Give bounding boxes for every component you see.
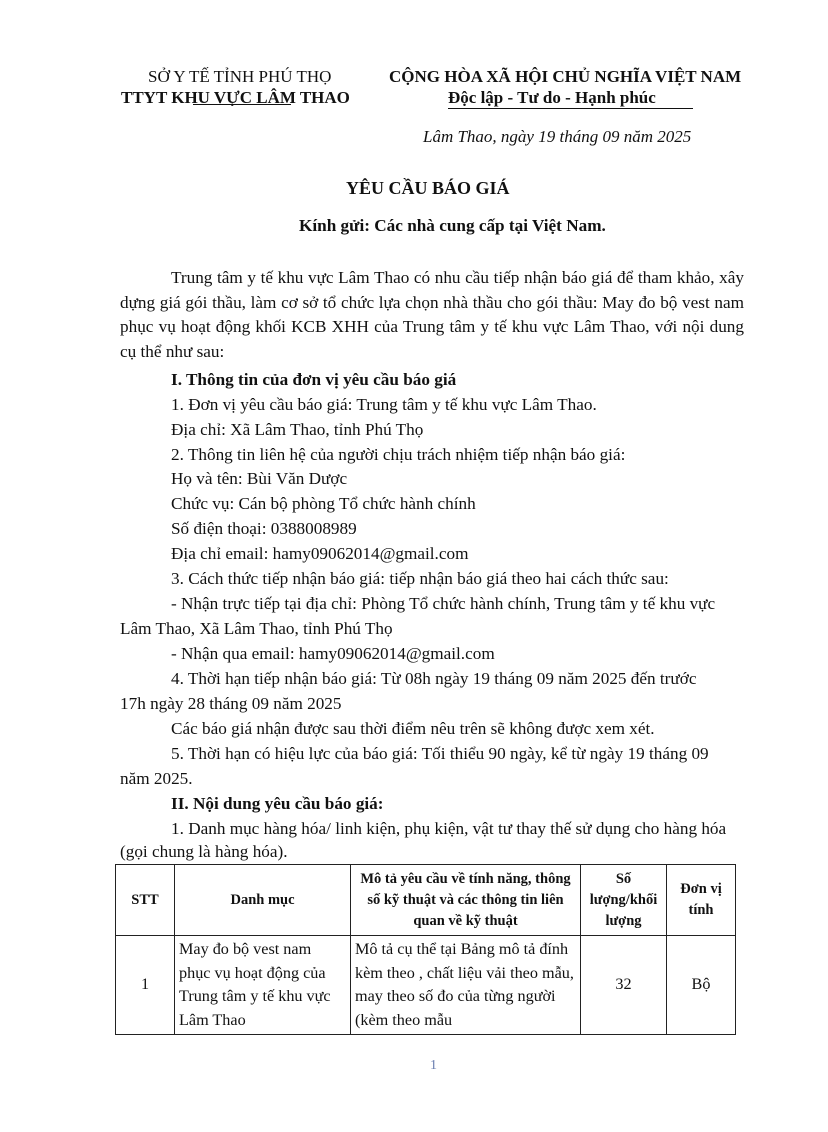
deadline-line1: 4. Thời hạn tiếp nhận báo giá: Từ 08h ngày 19 tháng 09 năm 2025 đến trước	[171, 669, 697, 688]
recipient-line: Kính gửi: Các nhà cung cấp tại Việt Nam.	[299, 216, 606, 235]
goods-list-line1: 1. Danh mục hàng hóa/ linh kiện, phụ kiện, vật tư thay thế sử dụng cho hàng hóa	[171, 819, 727, 838]
validity-line1: 5. Thời hạn có hiệu lực của báo giá: Tối thiểu 90 ngày, kể từ ngày 19 tháng 09	[171, 744, 709, 763]
goods-list-line2: (gọi chung là hàng hóa).	[120, 842, 288, 861]
national-motto: Độc lập - Tư do - Hạnh phúc	[448, 88, 656, 107]
intro-text: Trung tâm y tế khu vực Lâm Thao có nhu cầu tiếp nhận báo giá để tham khảo, xây dựng giá gói thầu, làm cơ sở tổ chức lựa chọn nhà thầu cho gói thầu: May đo bộ vest nam phục vụ hoạt động khối KCB XHH của Trung tâm y tế khu vực Lâm Thao, với nội dung cụ thể như sau:	[120, 268, 744, 361]
cell-item: May đo bộ vest nam phục vụ hoạt động của Trung tâm y tế khu vực Lâm Thao	[175, 936, 351, 1035]
header-description: Mô tả yêu cầu về tính năng, thông số kỹ thuật và các thông tin liên quan về kỹ thuật	[351, 865, 581, 936]
requester-unit: 1. Đơn vị yêu cầu báo giá: Trung tâm y tế khu vực Lâm Thao.	[171, 395, 597, 414]
department-name: SỞ Y TẾ TỈNH PHÚ THỌ	[148, 67, 332, 86]
date-line: Lâm Thao, ngày 19 tháng 09 năm 2025	[423, 127, 692, 146]
contact-name: Họ và tên: Bùi Văn Dược	[171, 469, 348, 488]
organization-name: TTYT KHU VỰC LÂM THAO	[121, 88, 350, 107]
contact-email: Địa chỉ email: hamy09062014@gmail.com	[171, 544, 469, 563]
header-unit: Đơn vị tính	[667, 865, 736, 936]
deadline-line2: 17h ngày 28 tháng 09 năm 2025	[120, 694, 342, 713]
receive-direct-line1: - Nhận trực tiếp tại địa chỉ: Phòng Tổ chức hành chính, Trung tâm y tế khu vực	[171, 594, 716, 613]
national-title: CỘNG HÒA XÃ HỘI CHỦ NGHĨA VIỆT NAM	[389, 67, 742, 86]
org-underline	[193, 104, 291, 105]
section-1-heading: I. Thông tin của đơn vị yêu cầu báo giá	[171, 370, 457, 389]
table-header-row	[116, 865, 736, 936]
table-row	[116, 936, 736, 1035]
contact-phone: Số điện thoại: 0388008989	[171, 519, 357, 538]
intro-paragraph	[120, 266, 744, 364]
header-quantity: Số lượng/khối lượng	[581, 865, 667, 936]
section-2-heading: II. Nội dung yêu cầu báo giá:	[171, 794, 384, 813]
late-notice: Các báo giá nhận được sau thời điểm nêu trên sẽ không được xem xét.	[171, 719, 655, 738]
cell-quantity: 32	[581, 936, 667, 1035]
header-item: Danh mục	[175, 865, 351, 936]
goods-table	[115, 864, 736, 1035]
document-title: YÊU CẦU BÁO GIÁ	[346, 178, 510, 198]
receive-direct-line2: Lâm Thao, Xã Lâm Thao, tỉnh Phú Thọ	[120, 619, 393, 638]
requester-address: Địa chỉ: Xã Lâm Thao, tỉnh Phú Thọ	[171, 420, 424, 439]
contact-position: Chức vụ: Cán bộ phòng Tổ chức hành chính	[171, 494, 476, 513]
cell-description: Mô tả cụ thể tại Bảng mô tả đính kèm theo , chất liệu vải theo mẫu, may theo số đo của từng người (kèm theo mẫu	[351, 936, 581, 1035]
receive-email: - Nhận qua email: hamy09062014@gmail.com	[171, 644, 495, 663]
cell-unit: Bộ	[667, 936, 736, 1035]
receive-methods: 3. Cách thức tiếp nhận báo giá: tiếp nhận báo giá theo hai cách thức sau:	[171, 569, 669, 588]
motto-underline	[448, 108, 693, 109]
page-number: 1	[430, 1058, 437, 1073]
validity-line2: năm 2025.	[120, 769, 193, 788]
header-stt: STT	[116, 865, 175, 936]
cell-stt: 1	[116, 936, 175, 1035]
contact-heading: 2. Thông tin liên hệ của người chịu trách nhiệm tiếp nhận báo giá:	[171, 445, 626, 464]
